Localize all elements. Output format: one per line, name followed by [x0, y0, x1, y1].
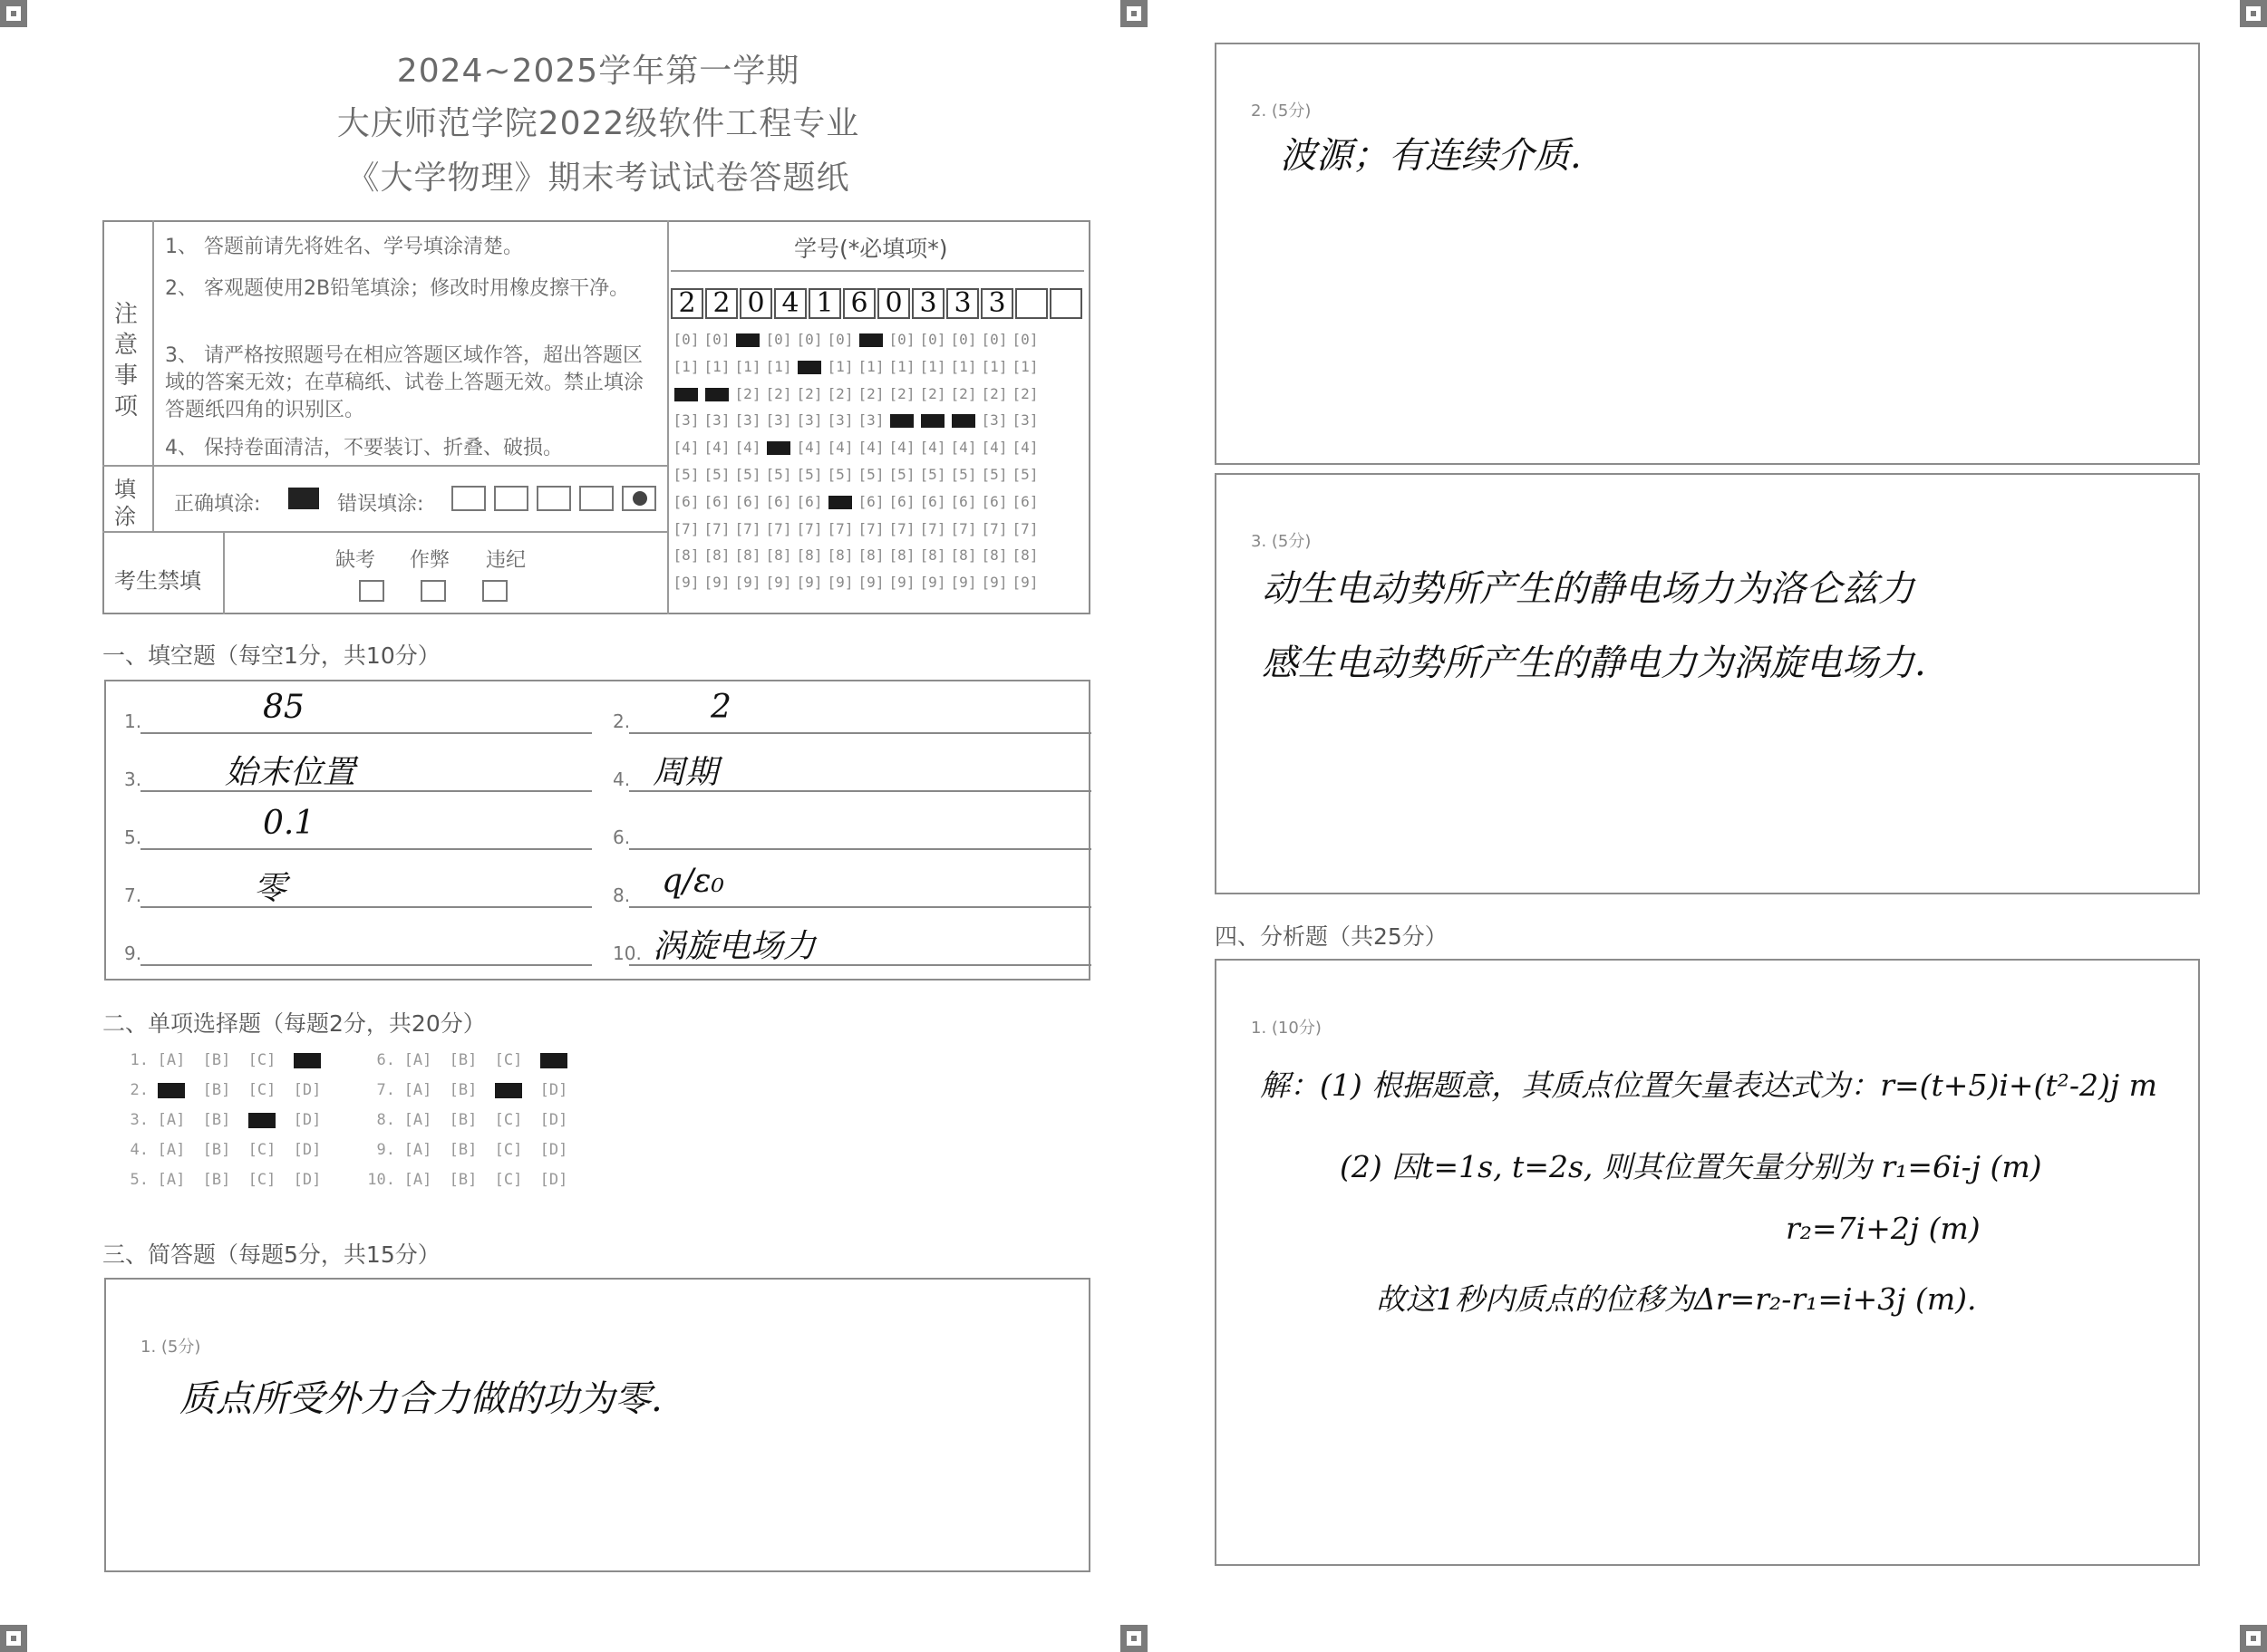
correct-fill-sample — [288, 488, 319, 509]
choice-option-bubble[interactable]: [D] — [539, 1111, 568, 1129]
notice-item-2: 2、 客观题使用2B铅笔填涂；修改时用橡皮擦干净。 — [165, 277, 630, 300]
choice-question-number: 9. — [376, 1141, 395, 1159]
notice-item-4: 4、 保持卷面清洁，不要装订、折叠、破损。 — [165, 437, 563, 459]
student-id-bubble[interactable]: [2] — [857, 384, 885, 402]
student-id-bubble[interactable]: [4] — [703, 439, 731, 457]
student-id-bubble[interactable]: [3] — [734, 411, 761, 430]
student-id-bubble[interactable]: [1] — [765, 357, 792, 375]
choice-option-bubble[interactable]: [B] — [202, 1171, 231, 1189]
student-id-bubble[interactable]: [3] — [827, 411, 854, 430]
header-school: 大庆师范学院2022级软件工程专业 — [336, 105, 860, 142]
blank-underline — [629, 732, 1091, 734]
blank-underline — [140, 848, 592, 850]
student-id-bubble[interactable] — [825, 493, 856, 510]
student-id-bubble[interactable]: [9] — [734, 574, 761, 592]
fill-correct-label: 正确填涂: — [174, 493, 261, 516]
student-id-bubble[interactable]: [3] — [796, 411, 823, 430]
student-id-bubble[interactable]: [7] — [765, 519, 792, 537]
choice-option-bubble[interactable]: [A] — [157, 1111, 186, 1129]
choice-option-bubble[interactable]: [B] — [449, 1111, 478, 1129]
student-id-bubble[interactable]: [5] — [827, 465, 854, 483]
student-id-bubble[interactable]: [9] — [888, 574, 916, 592]
choice-option-bubble[interactable]: [A] — [403, 1111, 432, 1129]
student-id-bubble[interactable]: [7] — [796, 519, 823, 537]
blank-answer[interactable]: 零 — [254, 870, 287, 907]
student-id-bubble[interactable]: [8] — [673, 546, 700, 565]
short-answer-q2-answer[interactable]: 波源；有连续介质. — [1280, 135, 1582, 177]
blank-answer[interactable]: 涡旋电场力 — [653, 928, 817, 965]
student-id-bubble[interactable]: [6] — [1012, 492, 1039, 510]
choice-option-bubble[interactable]: [B] — [449, 1081, 478, 1099]
student-id-bubble[interactable]: [6] — [765, 492, 792, 510]
student-id-bubble[interactable]: [3] — [765, 411, 792, 430]
student-id-bubble-row — [671, 385, 1041, 412]
choice-question — [363, 1171, 576, 1189]
student-id-bubble[interactable]: [1] — [857, 357, 885, 375]
student-id-bubble[interactable]: [1] — [888, 357, 916, 375]
student-id-bubble[interactable]: [7] — [981, 519, 1008, 537]
choice-question-number: 3. — [130, 1111, 149, 1129]
choice-option-bubble[interactable]: [D] — [539, 1081, 568, 1099]
student-id-bubble[interactable]: [2] — [796, 384, 823, 402]
student-id-bubble[interactable]: [5] — [919, 465, 946, 483]
student-id-bubble[interactable]: [2] — [765, 384, 792, 402]
blank-underline — [140, 732, 592, 734]
corner-mark-bottom-middle — [1120, 1625, 1148, 1652]
student-id-bubble[interactable]: [8] — [796, 546, 823, 565]
student-id-bubble[interactable] — [702, 385, 732, 402]
blank-number: 10. — [613, 942, 642, 964]
short-answer-q2-label: 2. (5分) — [1251, 101, 1312, 121]
student-id-bubble[interactable]: [5] — [734, 465, 761, 483]
choice-question — [363, 1111, 576, 1129]
student-id-digit-box[interactable]: 2 — [671, 288, 703, 319]
analysis-q1-label: 1. (10分) — [1251, 1019, 1322, 1038]
student-id-bubble[interactable] — [671, 385, 702, 402]
student-id-bubble[interactable]: [2] — [734, 384, 761, 402]
blank-answer[interactable]: 0.1 — [263, 805, 315, 842]
student-id-bubble[interactable]: [4] — [950, 439, 977, 457]
blank-answer[interactable]: 85 — [263, 689, 305, 726]
absent-checkbox[interactable] — [359, 580, 384, 602]
student-id-bubble[interactable] — [794, 358, 825, 375]
student-id-bubble[interactable]: [9] — [857, 574, 885, 592]
choice-question — [363, 1051, 576, 1069]
student-id-bubble[interactable]: [4] — [827, 439, 854, 457]
student-id-bubble[interactable] — [948, 411, 979, 429]
analysis-q1-line4[interactable]: 故这1秒内质点的位移为Δr=r₂-r₁=i+3j (m). — [1376, 1281, 1977, 1317]
choice-option-bubble[interactable] — [285, 1051, 330, 1069]
violation-checkbox[interactable] — [482, 580, 508, 602]
choice-option-bubble[interactable]: [C] — [247, 1171, 276, 1189]
choice-question-number: 8. — [376, 1111, 395, 1129]
student-id-bubble[interactable]: [6] — [857, 492, 885, 510]
choice-option-bubble[interactable]: [A] — [403, 1171, 432, 1189]
header-exam-title: 《大学物理》期末考试试卷答题纸 — [346, 159, 850, 197]
student-id-bubble[interactable]: [8] — [888, 546, 916, 565]
student-id-bubble[interactable]: [0] — [673, 331, 700, 348]
student-id-bubble[interactable]: [8] — [950, 546, 977, 565]
student-id-bubble[interactable]: [6] — [796, 492, 823, 510]
choice-question — [363, 1081, 576, 1099]
student-id-bubble[interactable]: [3] — [703, 411, 731, 430]
analysis-q1-line2[interactable]: (2) 因t=1s, t=2s, 则其位置矢量分别为 r₁=6i-j (m) — [1340, 1149, 2042, 1184]
choice-option-bubble[interactable]: [D] — [293, 1171, 322, 1189]
student-id-digit-box[interactable]: 3 — [946, 288, 979, 319]
student-id-bubble[interactable] — [856, 331, 886, 348]
student-id-bubble[interactable]: [6] — [673, 492, 700, 510]
header-term: 2024~2025学年第一学期 — [396, 53, 800, 90]
blank-answer[interactable]: 周期 — [653, 754, 719, 791]
student-id-digit-box[interactable] — [1050, 288, 1082, 319]
student-id-bubble-row — [671, 546, 1041, 574]
choice-option-bubble[interactable]: [A] — [157, 1171, 186, 1189]
blank-number: 2. — [613, 710, 631, 732]
forbidden-checkboxes — [343, 580, 526, 605]
student-id-bubble[interactable]: [7] — [703, 519, 731, 537]
choice-option-bubble[interactable] — [531, 1051, 576, 1069]
blank-number: 1. — [124, 710, 142, 732]
blank-underline — [140, 964, 592, 966]
student-id-bubble[interactable]: [9] — [703, 574, 731, 592]
student-id-bubble[interactable]: [8] — [857, 546, 885, 565]
student-id-bubble[interactable] — [917, 411, 948, 429]
choice-option-bubble[interactable]: [D] — [539, 1141, 568, 1159]
short-answer-q1-answer[interactable]: 质点所受外力合力做的功为零. — [179, 1378, 663, 1420]
blank-underline — [140, 790, 592, 792]
section1-title: 一、填空题（每空1分，共10分） — [102, 642, 441, 669]
choice-option-bubble[interactable]: [A] — [403, 1081, 432, 1099]
student-id-bubble-row — [671, 493, 1041, 520]
forbidden-label: 考生禁填 — [114, 568, 201, 594]
student-id-bubble[interactable]: [0] — [981, 331, 1008, 348]
student-id-bubble[interactable]: [3] — [857, 411, 885, 430]
blank-number: 8. — [613, 884, 631, 906]
choice-question — [116, 1171, 330, 1189]
analysis-q1-box — [1215, 959, 2200, 1566]
student-id-bubble[interactable]: [4] — [919, 439, 946, 457]
short-answer-q1-label: 1. (5分) — [140, 1338, 201, 1357]
student-id-bubble[interactable]: [1] — [703, 357, 731, 375]
student-id-bubble[interactable]: [1] — [827, 357, 854, 375]
choice-option-bubble[interactable]: [D] — [293, 1111, 322, 1129]
choice-question — [116, 1051, 330, 1069]
choice-question — [116, 1111, 330, 1129]
student-id-bubble[interactable]: [4] — [796, 439, 823, 457]
choice-question-number: 6. — [376, 1051, 395, 1069]
forbidden-cheat: 作弊 — [410, 549, 450, 572]
student-id-bubble-row — [671, 331, 1041, 358]
student-id-digit-box[interactable]: 3 — [912, 288, 945, 319]
student-id-bubble[interactable]: [5] — [1012, 465, 1039, 483]
student-id-bubble[interactable]: [8] — [703, 546, 731, 565]
student-id-bubble[interactable]: [9] — [919, 574, 946, 592]
section1-box — [104, 680, 1090, 981]
student-id-bubble[interactable]: [0] — [950, 331, 977, 348]
student-id-bubble[interactable]: [2] — [1012, 384, 1039, 402]
section3-title: 三、简答题（每题5分，共15分） — [102, 1241, 441, 1268]
student-id-bubble[interactable]: [2] — [888, 384, 916, 402]
student-id-bubble[interactable]: [8] — [734, 546, 761, 565]
choice-option-bubble[interactable] — [149, 1081, 194, 1099]
student-id-bubble[interactable]: [5] — [888, 465, 916, 483]
forbidden-violation: 违纪 — [486, 549, 527, 572]
blank-number: 7. — [124, 884, 142, 906]
student-id-bubble[interactable]: [5] — [765, 465, 792, 483]
choice-question — [116, 1081, 330, 1099]
corner-mark-top-middle — [1120, 0, 1148, 27]
student-id-bubble[interactable]: [8] — [981, 546, 1008, 565]
student-id-bubble[interactable]: [7] — [734, 519, 761, 537]
fill-label: 填涂 — [114, 477, 136, 529]
student-id-digit-box[interactable]: 4 — [774, 288, 807, 319]
student-id-bubble[interactable]: [7] — [1012, 519, 1039, 537]
choice-option-bubble[interactable]: [A] — [403, 1051, 432, 1069]
choice-option-bubble[interactable]: [B] — [449, 1051, 478, 1069]
choice-option-bubble[interactable]: [C] — [247, 1081, 276, 1099]
notice-item-3: 3、 请严格按照题号在相应答题区域作答，超出答题区域的答案无效；在草稿纸、试卷上答题无效。禁止填涂答题纸四角的识别区。 — [165, 344, 644, 421]
analysis-q1-line3[interactable]: r₂=7i+2j (m) — [1786, 1211, 1981, 1246]
student-id-bubble[interactable]: [8] — [919, 546, 946, 565]
student-id-bubble[interactable]: [6] — [981, 492, 1008, 510]
student-id-bubble[interactable]: [0] — [796, 331, 823, 348]
choice-question-number: 7. — [376, 1081, 395, 1099]
cheat-checkbox[interactable] — [421, 580, 446, 602]
student-id-bubble[interactable]: [9] — [981, 574, 1008, 592]
student-id-bubble[interactable]: [0] — [703, 331, 731, 348]
student-id-bubble-row — [671, 358, 1041, 385]
choice-option-bubble[interactable]: [A] — [157, 1141, 186, 1159]
student-id-bubble[interactable]: [5] — [981, 465, 1008, 483]
student-id-bubble[interactable]: [1] — [734, 357, 761, 375]
choice-option-bubble[interactable]: [D] — [539, 1171, 568, 1189]
student-id-digit-box[interactable]: 6 — [843, 288, 876, 319]
student-id-bubble[interactable]: [6] — [950, 492, 977, 510]
student-id-digit-box[interactable]: 1 — [809, 288, 841, 319]
student-id-bubble[interactable]: [8] — [1012, 546, 1039, 565]
student-id-bubble[interactable] — [732, 331, 763, 348]
student-id-bubble[interactable] — [886, 411, 917, 429]
student-id-bubble[interactable]: [1] — [950, 357, 977, 375]
student-id-digit-box[interactable]: 2 — [705, 288, 738, 319]
student-id-bubble[interactable]: [6] — [888, 492, 916, 510]
student-id-bubble[interactable]: [1] — [981, 357, 1008, 375]
corner-mark-bottom-left — [0, 1625, 27, 1652]
student-id-bubble[interactable]: [2] — [827, 384, 854, 402]
choice-question-number: 10. — [367, 1171, 395, 1189]
choice-option-bubble[interactable]: [B] — [449, 1141, 478, 1159]
notice-item-1: 1、 答题前请先将姓名、学号填涂清楚。 — [165, 236, 523, 258]
choice-option-bubble[interactable]: [C] — [494, 1171, 523, 1189]
student-id-bubble[interactable]: [7] — [888, 519, 916, 537]
student-id-bubble-row — [671, 574, 1041, 601]
choice-question-number: 2. — [130, 1081, 149, 1099]
notice-label: 注意事项 — [114, 301, 139, 420]
choice-option-bubble[interactable]: [C] — [247, 1141, 276, 1159]
student-id-digit-box[interactable] — [1015, 288, 1048, 319]
student-id-bubble[interactable]: [1] — [673, 357, 700, 375]
student-id-bubble[interactable]: [9] — [673, 574, 700, 592]
choice-option-bubble[interactable]: [C] — [494, 1051, 523, 1069]
choice-option-bubble[interactable]: [B] — [202, 1051, 231, 1069]
short-answer-q3-label: 3. (5分) — [1251, 532, 1312, 551]
forbidden-absent: 缺考 — [335, 549, 376, 572]
student-id-bubble[interactable]: [5] — [673, 465, 700, 483]
student-id-bubble[interactable]: [9] — [765, 574, 792, 592]
student-id-bubble[interactable]: [0] — [827, 331, 854, 348]
student-id-bubble[interactable]: [7] — [673, 519, 700, 537]
student-id-bubble[interactable]: [9] — [950, 574, 977, 592]
student-id-bubble[interactable]: [7] — [950, 519, 977, 537]
student-id-digit-box[interactable]: 0 — [877, 288, 910, 319]
student-id-bubble[interactable]: [2] — [950, 384, 977, 402]
student-id-bubble[interactable]: [1] — [1012, 357, 1039, 375]
corner-mark-top-right — [2240, 0, 2267, 27]
student-id-digit-box[interactable]: 0 — [740, 288, 772, 319]
section4-title: 四、分析题（共25分） — [1215, 923, 1448, 950]
fill-wrong-label: 错误填涂: — [337, 493, 424, 516]
student-id-bubble[interactable]: [5] — [950, 465, 977, 483]
choice-option-bubble[interactable]: [B] — [449, 1171, 478, 1189]
blank-underline — [140, 906, 592, 908]
choice-option-bubble[interactable] — [239, 1111, 285, 1129]
student-id-bubble[interactable]: [6] — [734, 492, 761, 510]
student-id-bubble[interactable]: [2] — [981, 384, 1008, 402]
student-id-title: 学号(*必填项*) — [794, 236, 948, 262]
student-id-bubble-grid — [671, 331, 1041, 601]
student-id-bubble[interactable]: [1] — [919, 357, 946, 375]
choice-question-number: 4. — [130, 1141, 149, 1159]
corner-mark-top-left — [0, 0, 27, 27]
blank-underline — [629, 906, 1091, 908]
student-id-bubble-row — [671, 439, 1041, 466]
wrong-fill-samples — [451, 486, 656, 517]
student-id-bubble[interactable]: [8] — [827, 546, 854, 565]
student-id-bubble[interactable]: [3] — [1012, 411, 1039, 430]
student-id-bubble[interactable]: [4] — [857, 439, 885, 457]
student-id-bubble[interactable]: [4] — [734, 439, 761, 457]
student-id-bubble[interactable]: [9] — [827, 574, 854, 592]
student-id-bubble-row — [671, 411, 1041, 439]
student-id-bubble[interactable]: [3] — [673, 411, 700, 430]
student-id-bubble[interactable]: [7] — [857, 519, 885, 537]
blank-answer[interactable]: q/ε₀ — [662, 863, 724, 900]
choice-option-bubble[interactable]: [C] — [247, 1051, 276, 1069]
student-id-digit-box[interactable]: 3 — [981, 288, 1013, 319]
student-id-bubble[interactable]: [3] — [981, 411, 1008, 430]
blank-number: 6. — [613, 826, 631, 848]
student-id-bubble[interactable]: [5] — [703, 465, 731, 483]
student-id-bubble[interactable]: [9] — [796, 574, 823, 592]
blank-answer[interactable]: 始末位置 — [225, 754, 356, 791]
student-id-bubble[interactable]: [7] — [827, 519, 854, 537]
choice-option-bubble[interactable]: [C] — [494, 1111, 523, 1129]
student-id-bubble[interactable]: [0] — [888, 331, 916, 348]
choice-question — [363, 1141, 576, 1159]
student-id-bubble[interactable]: [0] — [1012, 331, 1039, 348]
corner-mark-bottom-right — [2240, 1625, 2267, 1652]
student-id-bubble[interactable]: [2] — [919, 384, 946, 402]
choice-option-bubble[interactable]: [B] — [202, 1111, 231, 1129]
choice-option-bubble[interactable]: [A] — [403, 1141, 432, 1159]
student-id-bubble[interactable]: [4] — [673, 439, 700, 457]
student-id-bubble[interactable]: [9] — [1012, 574, 1039, 592]
choice-option-bubble[interactable]: [B] — [202, 1141, 231, 1159]
short-answer-q1-box — [104, 1278, 1090, 1572]
blank-answer[interactable]: 2 — [711, 689, 731, 726]
student-id-bubble[interactable]: [6] — [919, 492, 946, 510]
choice-question-number: 5. — [130, 1171, 149, 1189]
choice-option-bubble[interactable]: [A] — [157, 1051, 186, 1069]
student-id-bubble-row — [671, 520, 1041, 547]
student-id-bubble[interactable]: [5] — [796, 465, 823, 483]
short-answer-q3-line2[interactable]: 感生电动势所产生的静电力为涡旋电场力. — [1262, 642, 1926, 684]
blank-number: 4. — [613, 768, 631, 790]
blank-number: 5. — [124, 826, 142, 848]
student-id-bubble[interactable] — [763, 439, 794, 456]
student-id-bubble[interactable]: [7] — [919, 519, 946, 537]
student-id-bubble-row — [671, 466, 1041, 493]
student-id-bubble[interactable]: [4] — [888, 439, 916, 457]
choice-question — [116, 1141, 330, 1159]
blank-number: 9. — [124, 942, 142, 964]
student-id-bubble[interactable]: [0] — [765, 331, 792, 348]
analysis-q1-line1[interactable]: 解：(1) 根据题意，其质点位置矢量表达式为：r=(t+5)i+(t²-2)j m — [1260, 1068, 2157, 1103]
choice-question-number: 1. — [130, 1051, 149, 1069]
choice-option-bubble[interactable]: [C] — [494, 1141, 523, 1159]
section2-title: 二、单项选择题（每题2分，共20分） — [102, 1010, 486, 1037]
choice-option-bubble[interactable]: [B] — [202, 1081, 231, 1099]
student-id-bubble[interactable]: [0] — [919, 331, 946, 348]
choice-option-bubble[interactable] — [486, 1081, 531, 1099]
student-id-bubble[interactable]: [4] — [1012, 439, 1039, 457]
short-answer-q3-line1[interactable]: 动生电动势所产生的静电场力为洛仑兹力 — [1262, 568, 1914, 610]
student-id-bubble[interactable]: [8] — [765, 546, 792, 565]
student-id-bubble[interactable]: [6] — [703, 492, 731, 510]
choice-option-bubble[interactable]: [D] — [293, 1141, 322, 1159]
blank-underline — [629, 848, 1091, 850]
student-id-bubble[interactable]: [5] — [857, 465, 885, 483]
short-answer-q2-box — [1215, 43, 2200, 465]
blank-number: 3. — [124, 768, 142, 790]
student-id-bubble[interactable]: [4] — [981, 439, 1008, 457]
choice-option-bubble[interactable]: [D] — [293, 1081, 322, 1099]
